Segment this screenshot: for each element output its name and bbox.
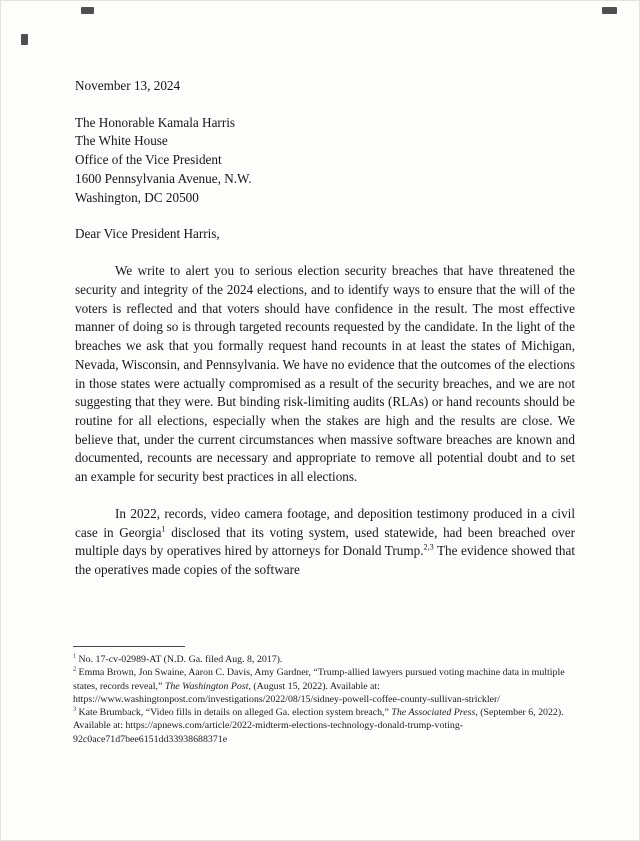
body-paragraph-1: We write to alert you to serious election security breaches that have threatened the security and integrity of the 2024 elections, and to identify ways to ensure that the will of the voters is reflected and that voters should have confidence in the result. The most effective manner of doing so is through targeted recounts requested by the candidate. In the light of the breaches we ask that you formally request hand recounts in at least the states of Michigan, Nevada, Wisconsin, and Pennsylvania. We have no evidence that the outcomes of the elections in those states were actually compromised as a result of the security breaches, and we are not suggesting that they were. But binding risk-limiting audits (RLAs) or hand recounts should be routine for all elections, especially when the stakes are high and the results are close. We believe that, under the current circumstances when massive software breaches are known and documented, recounts are necessary and appropriate to remove all potential doubt and to set an example for security best practices in all elections. [75, 263, 575, 485]
footnote-ref-1: 1 [161, 524, 166, 534]
footnote-separator [73, 646, 185, 647]
footnote-marker: 2 [73, 666, 77, 673]
paragraph-text: disclosed that its voting system, used statewide, had been breached over multiple days by operatives hired by attorneys for Donald Trump. [75, 524, 575, 559]
footnote-text: No. 17-cv-02989-AT (N.D. Ga. filed Aug. 8, 2017). [76, 654, 283, 665]
footnote-marker: 3 [73, 706, 77, 713]
address-line-office: Office of the Vice President [75, 152, 222, 168]
publication-name: The Associated Press [391, 707, 476, 719]
paragraph-text: In 2022, records, video camera footage, and deposition testimony produced in a civil case in Georgia [75, 505, 575, 540]
scan-artifact [81, 7, 94, 14]
footnote-text: , (September 6, 2022). Available at: https://apnews.com/article/2022-midterm-elections-technology-donald-trump-voting-92c0ace71d7bee6151dd33938688371e [73, 707, 564, 745]
scan-artifact [602, 7, 617, 14]
paragraph-text: The evidence showed that the operatives made copies of the software [75, 543, 575, 578]
address-line-city: Washington, DC 20500 [75, 189, 199, 205]
footnote-ref-2-3: 2,3 [423, 543, 434, 553]
address-line-building: The White House [75, 133, 168, 149]
footnote-1 [73, 653, 581, 666]
footnote-2 [73, 666, 581, 706]
letter-date: November 13, 2024 [75, 78, 181, 93]
footnote-text: Emma Brown, Jon Swaine, Aaron C. Davis, Amy Gardner, “Trump-allied lawyers pursued voting machine data in multiple states, records reveal,” [73, 667, 565, 692]
footnote-text: Kate Brumback, “Video fills in details on alleged Ga. election system breach,” [76, 707, 392, 719]
footnote-text: , (August 15, 2022). Available at: https://www.washingtonpost.com/investigations/2022/08/15/sidney-powell-coffee-county-sullivan-strickler/ [73, 680, 501, 705]
address-line-street: 1600 Pennsylvania Avenue, N.W. [75, 170, 252, 186]
body-paragraph-2 [75, 505, 575, 580]
footnote-marker: 1 [73, 653, 77, 660]
footnotes-section [73, 646, 581, 746]
salutation: Dear Vice President Harris, [75, 226, 220, 242]
address-line-recipient: The Honorable Kamala Harris [75, 114, 236, 130]
footnote-3 [73, 706, 581, 746]
recipient-address [75, 114, 575, 208]
scan-artifact [21, 34, 28, 45]
publication-name: The Washington Post [164, 680, 249, 692]
letter-content [75, 77, 575, 598]
